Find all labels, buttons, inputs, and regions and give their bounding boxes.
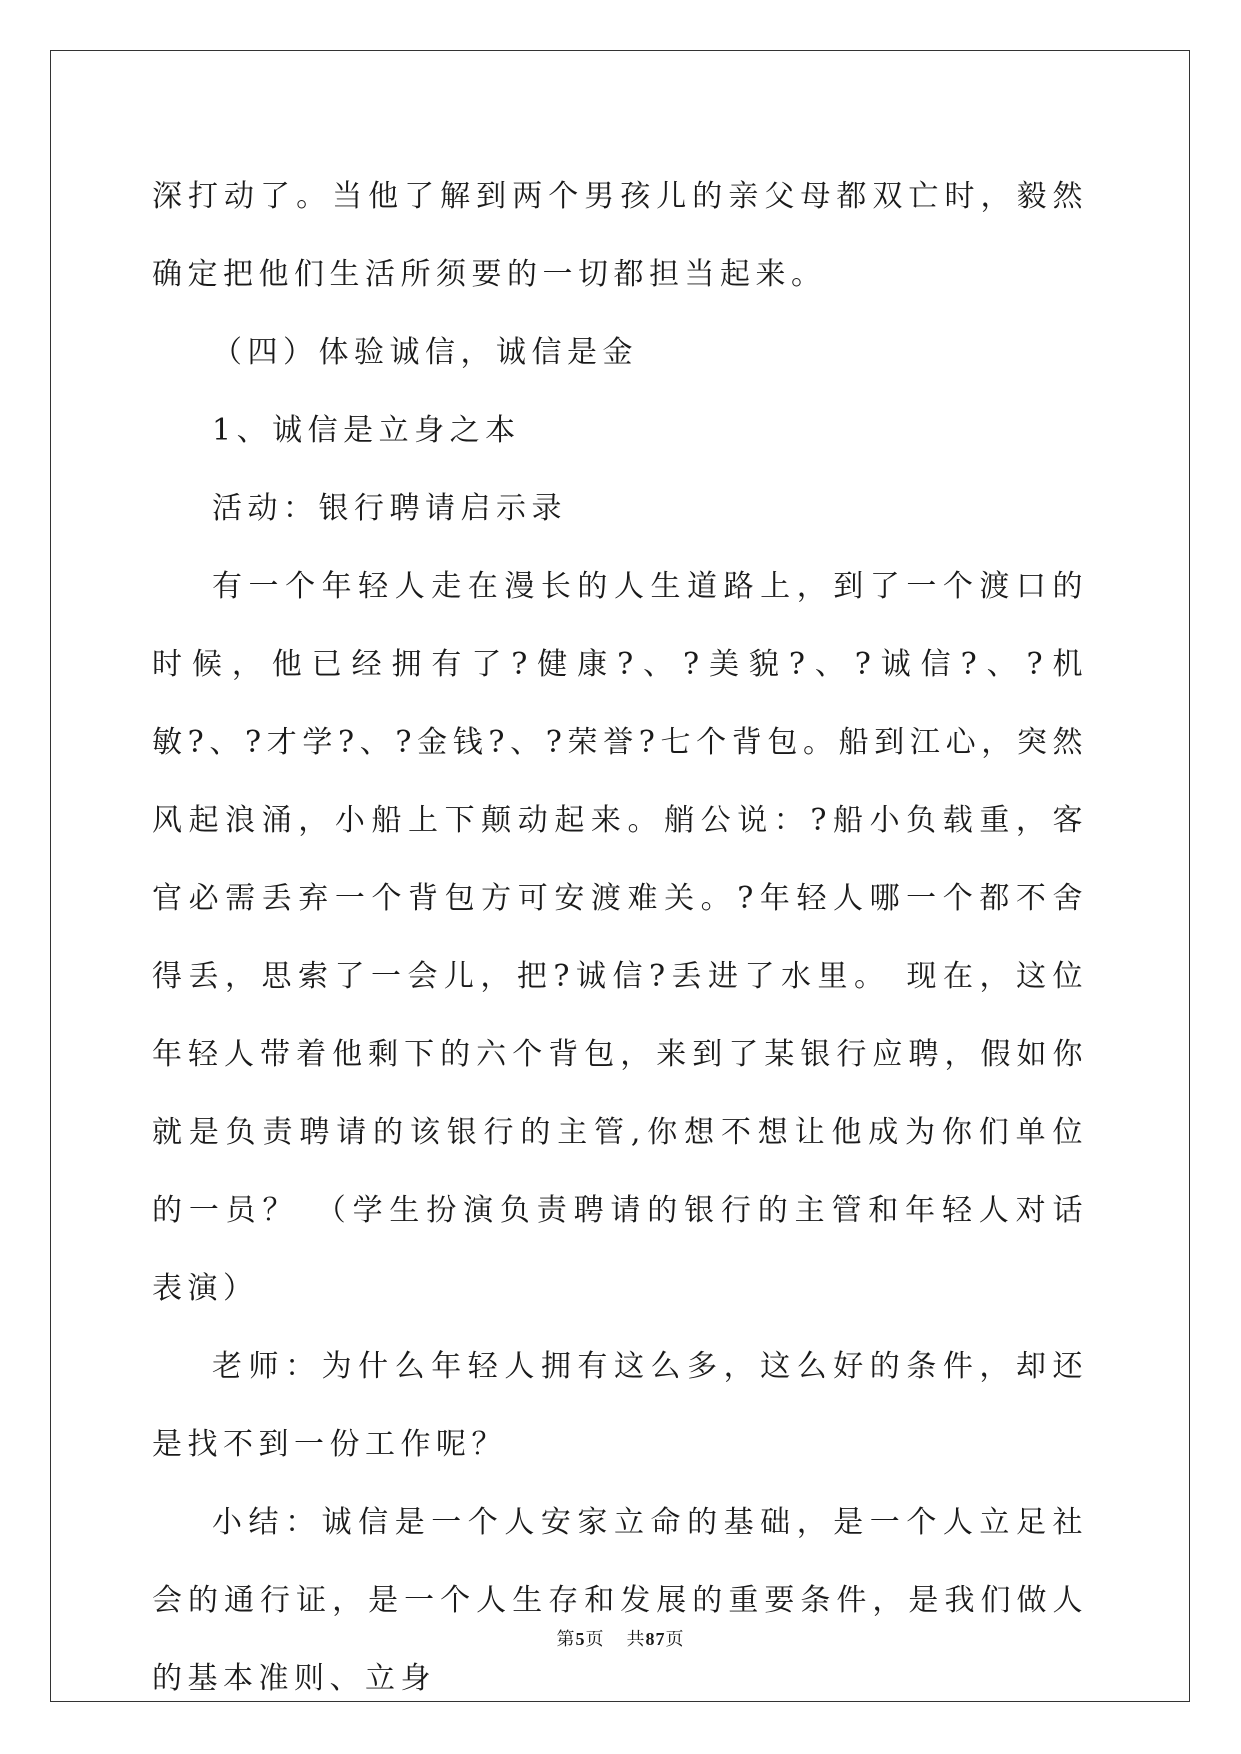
activity-title: 活动：银行聘请启示录 [212,491,567,526]
story-paragraph: 有一个年轻人走在漫长的人生道路上，到了一个渡口的时候，他已经拥有了?健康?、?美貌?、?诚信?、?机敏?、?才学?、?金钱?、?荣誉?七个背包。船到江心，突然风起浪涌，小船上下颠动起来。艄公说：?船小负载重，客官必需丢弃一个背包方可安渡难关。?年轻人哪一个都不舍得丢，思索了一会儿，把?诚信?丢进了水里。 现在，这位年轻人带着他剩下的六个背包，来到了某银行应聘，假如你就是负责聘请的该银行的主管,你想不想让他成为你们单位的一员？ （学生扮演负责聘请的银行的主管和年轻人对话表演） [152,569,1088,1306]
page-number: 5 [575,1629,586,1649]
subsection-heading: 1、诚信是立身之本 [212,413,521,448]
teacher-question: 老师：为什么年轻人拥有这么多，这么好的条件，却还是找不到一份工作呢？ [152,1349,1088,1462]
footer-total-prefix: 共 [626,1629,646,1650]
footer-total-suffix: 页 [665,1629,685,1650]
footer-prefix: 第 [556,1629,576,1650]
paragraph-continuation: 深打动了。当他了解到两个男孩儿的亲父母都双亡时，毅然确定把他们生活所须要的一切都担当起来。 [152,179,1088,292]
summary-paragraph: 小结：诚信是一个人安家立命的基础，是一个人立足社会的通行证，是一个人生存和发展的重要条件，是我们做人的基本准则、立身 [152,1505,1088,1696]
total-pages: 87 [645,1629,666,1649]
page-footer [0,1625,1241,1651]
footer-page-suffix: 页 [585,1629,605,1650]
document-body [152,158,1088,1718]
section-heading: （四）体验诚信，诚信是金 [212,335,638,370]
